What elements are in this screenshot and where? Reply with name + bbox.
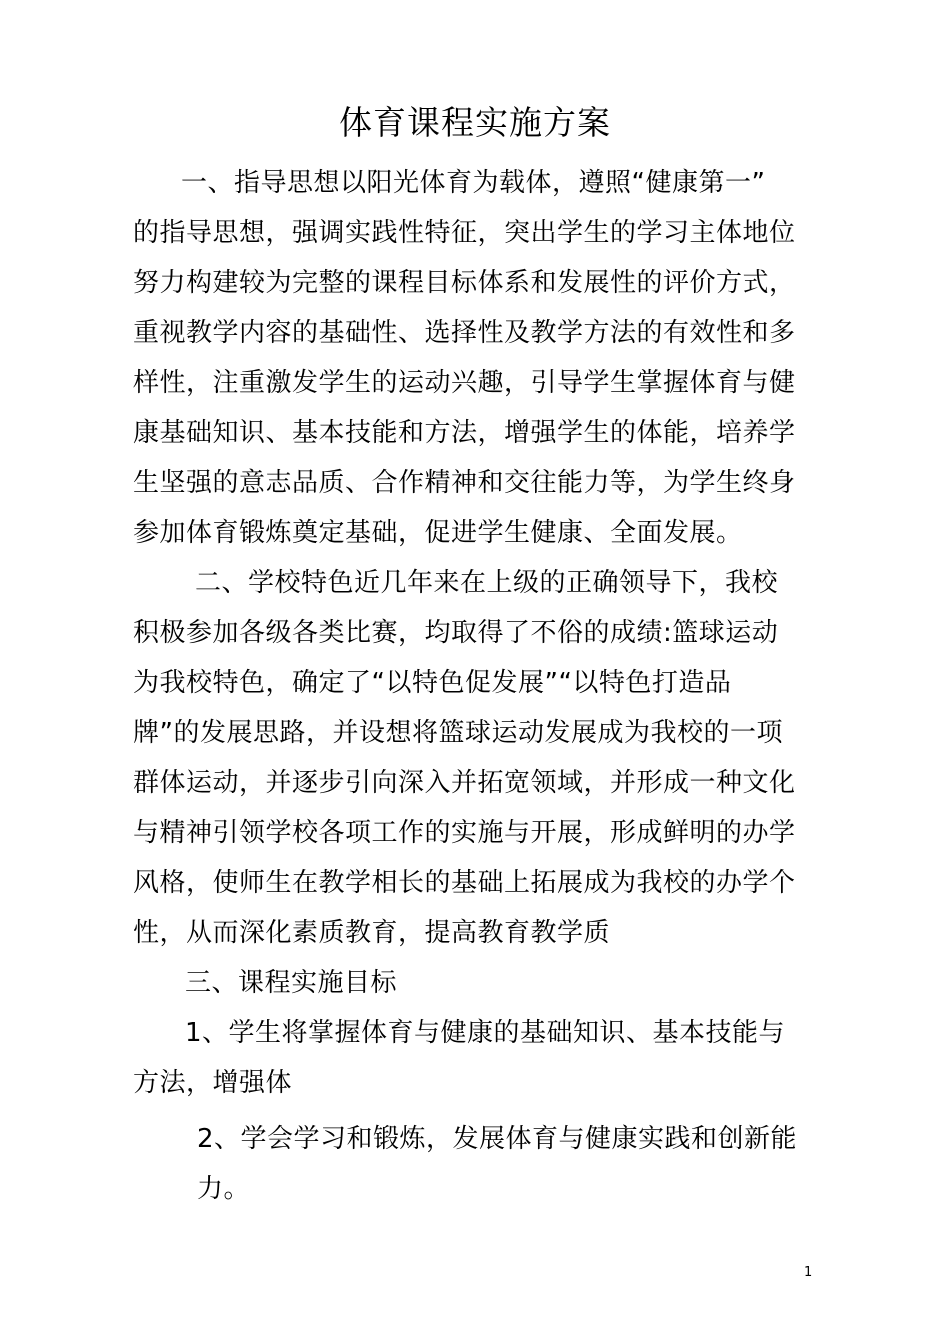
paragraph-line: 1、学生将掌握体育与健康的基础知识、基本技能与 (185, 1018, 786, 1048)
section-heading: 三、课程实施目标 (185, 968, 398, 998)
paragraph-line: 努力构建较为完整的课程目标体系和发展性的评价方式， (133, 268, 796, 298)
document-title: 体育课程实施方案 (339, 103, 611, 142)
paragraph-line: 牌”的发展思路，并设想将篮球运动发展成为我校的一项 (133, 718, 783, 748)
paragraph-line: 样性，注重激发学生的运动兴趣，引导学生掌握体育与健 (133, 368, 796, 398)
paragraph-line: 群体运动，并逐步引向深入并拓宽领域，并形成一种文化 (133, 768, 796, 798)
paragraph-line: 力。 (197, 1174, 251, 1204)
paragraph-line: 康基础知识、基本技能和方法，增强学生的体能，培养学 (133, 418, 796, 448)
body-text (133, 158, 833, 1214)
paragraph-line: 生坚强的意志品质、合作精神和交往能力等，为学生终身 (133, 468, 796, 498)
paragraph-line: 风格，使师生在教学相长的基础上拓展成为我校的办学个 (133, 868, 796, 898)
page-number: 1 (804, 1265, 813, 1280)
paragraph-line: 的指导思想，强调实践性特征，突出学生的学习主体地位 (133, 218, 796, 248)
paragraph-line: 2、学会学习和锻炼，发展体育与健康实践和创新能 (197, 1124, 798, 1154)
paragraph-line: 参加体育锻炼奠定基础，促进学生健康、全面发展。 (133, 518, 743, 548)
paragraph-line: 二、学校特色近几年来在上级的正确领导下，我校 (195, 568, 779, 598)
paragraph-line: 为我校特色，确定了“以特色促发展”“以特色打造品 (133, 668, 732, 698)
paragraph-line: 与精神引领学校各项工作的实施与开展，形成鲜明的办学 (133, 818, 796, 848)
paragraph-line: 重视教学内容的基础性、选择性及教学方法的有效性和多 (133, 318, 796, 348)
paragraph-line: 积极参加各级各类比赛，均取得了不俗的成绩:篮球运动 (133, 618, 779, 648)
paragraph-line: 性，从而深化素质教育，提高教育教学质 (133, 918, 611, 948)
paragraph-line: 方法，增强体 (133, 1068, 293, 1098)
paragraph-line: 一、指导思想以阳光体育为载体，遵照“健康第一” (181, 168, 766, 198)
